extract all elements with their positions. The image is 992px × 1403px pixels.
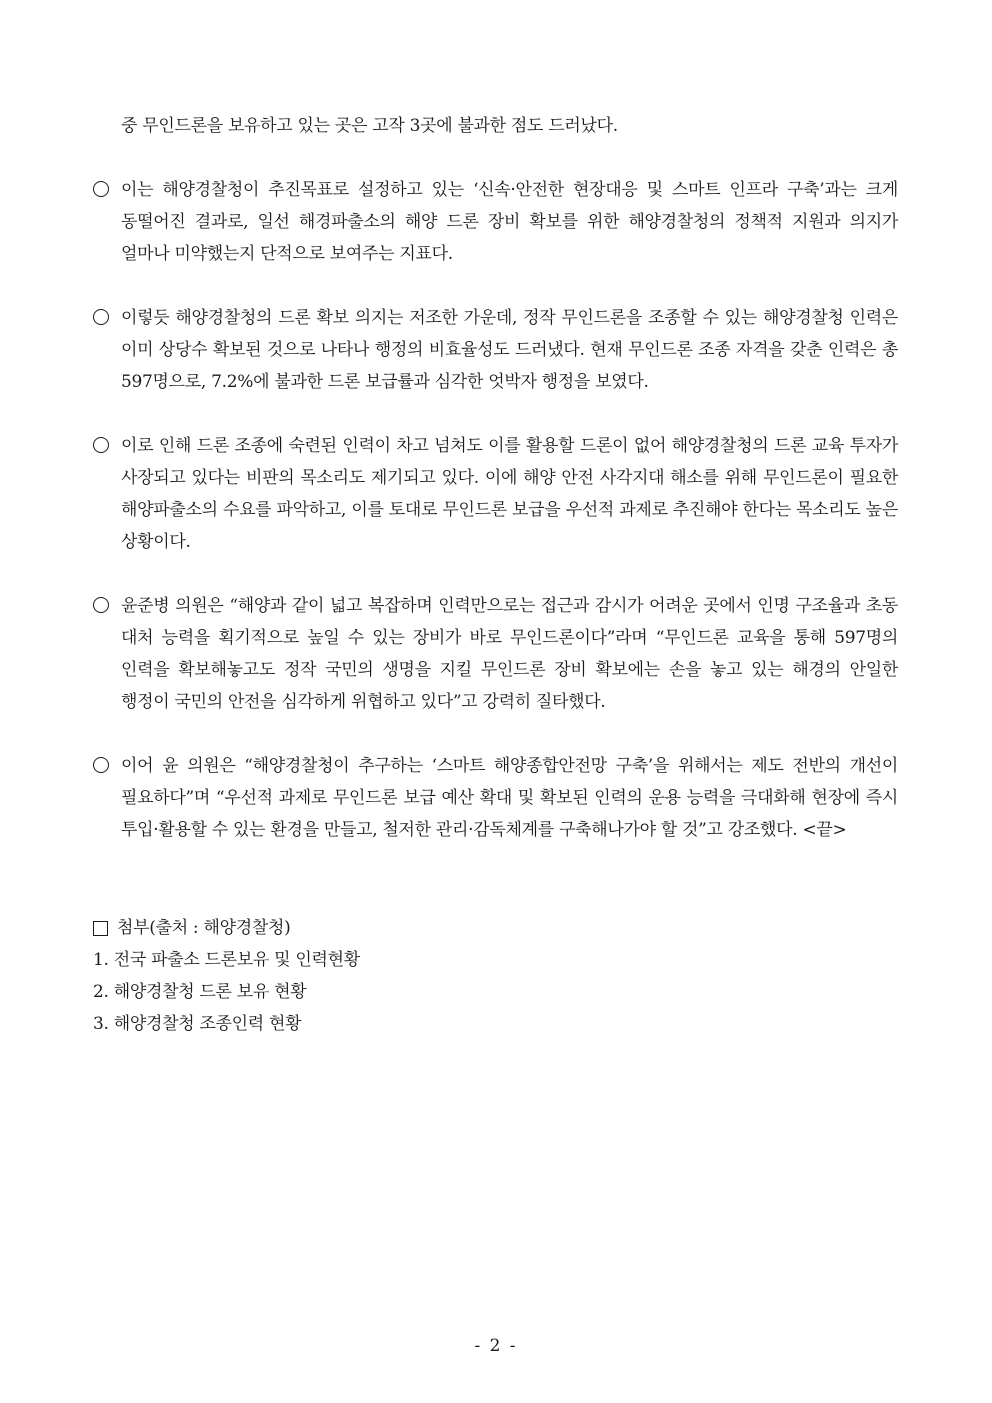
paragraph-text: 이는 해양경찰청이 추진목표로 설정하고 있는 ‘신속·안전한 현장대응 및 스마트 인프라 구축’과는 크게 동떨어진 결과로, 일선 해경파출소의 해양 드론 장비 확보를 위한 해양경찰청의 정책적 지원과 의지가 얼마나 미약했는지 단적으로 보여주는 지표다. bbox=[121, 180, 898, 264]
paragraph-4 bbox=[93, 590, 898, 718]
circle-bullet-icon bbox=[93, 174, 117, 206]
continuation-line bbox=[93, 110, 898, 142]
paragraph-3 bbox=[93, 430, 898, 558]
attachment-item-text: 3. 해양경찰청 조종인력 현황 bbox=[93, 1014, 302, 1034]
circle-bullet-icon bbox=[93, 750, 117, 782]
attachment-item-text: 2. 해양경찰청 드론 보유 현황 bbox=[93, 982, 307, 1002]
attachments-header bbox=[93, 912, 898, 944]
paragraph-5 bbox=[93, 750, 898, 846]
attachment-item-text: 1. 전국 파출소 드론보유 및 인력현황 bbox=[93, 950, 360, 970]
attachment-item bbox=[93, 1008, 898, 1040]
paragraph-text: 윤준병 의원은 “해양과 같이 넓고 복잡하며 인력만으로는 접근과 감시가 어려운 곳에서 인명 구조율과 초동 대처 능력을 획기적으로 높일 수 있는 장비가 바로 무인드론이다”라며 “무인드론 교육을 통해 597명의 인력을 확보해놓고도 정작 국민의 생명을 지킬 무인드론 장비 확보에는 손을 놓고 있는 해경의 안일한 행정이 국민의 안전을 심각하게 위협하고 있다”고 강력히 질타했다. bbox=[121, 596, 898, 712]
attachment-item bbox=[93, 976, 898, 1008]
paragraph-text: 이어 윤 의원은 “해양경찰청이 추구하는 ‘스마트 해양종합안전망 구축’을 위해서는 제도 전반의 개선이 필요하다”며 “우선적 과제로 무인드론 보급 예산 확대 및 확보된 인력의 운용 능력을 극대화해 현장에 즉시 투입·활용할 수 있는 환경을 만들고, 철저한 관리·감독체계를 구축해나가야 할 것”고 강조했다. <끝> bbox=[121, 756, 898, 840]
paragraph-text: 이렇듯 해양경찰청의 드론 확보 의지는 저조한 가운데, 정작 무인드론을 조종할 수 있는 해양경찰청 인력은 이미 상당수 확보된 것으로 나타나 행정의 비효율성도 드러냈다. 현재 무인드론 조종 자격을 갖춘 인력은 총 597명으로, 7.2%에 불과한 드론 보급률과 심각한 엇박자 행정을 보였다. bbox=[121, 308, 898, 392]
continuation-text: 중 무인드론을 보유하고 있는 곳은 고작 3곳에 불과한 점도 드러났다. bbox=[121, 116, 618, 136]
circle-bullet-icon bbox=[93, 302, 117, 334]
attachments-header-text: 첨부(출처 : 해양경찰청) bbox=[117, 918, 291, 938]
attachment-item bbox=[93, 944, 898, 976]
paragraph-2 bbox=[93, 302, 898, 398]
circle-bullet-icon bbox=[93, 430, 117, 462]
circle-bullet-icon bbox=[93, 590, 117, 622]
paragraph-text: 이로 인해 드론 조종에 숙련된 인력이 차고 넘쳐도 이를 활용할 드론이 없어 해양경찰청의 드론 교육 투자가 사장되고 있다는 비판의 목소리도 제기되고 있다. 이에 해양 안전 사각지대 해소를 위해 무인드론이 필요한 해양파출소의 수요를 파악하고, 이를 토대로 무인드론 보급을 우선적 과제로 추진해야 한다는 목소리도 높은 상황이다. bbox=[121, 436, 898, 552]
paragraph-1 bbox=[93, 174, 898, 270]
page-number: - 2 - bbox=[474, 1336, 518, 1356]
square-bullet-icon bbox=[93, 921, 108, 936]
